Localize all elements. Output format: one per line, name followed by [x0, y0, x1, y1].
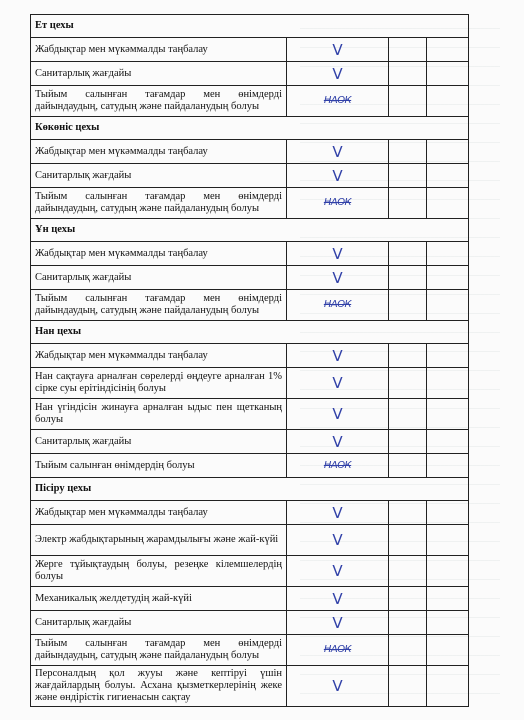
handwritten-check-mark: V [332, 166, 343, 185]
empty-cell [427, 556, 469, 587]
table-row [31, 666, 469, 707]
handwritten-check-mark: V [332, 346, 343, 365]
row-label: Нан сақтауға арналған сөрелерді өңдеуге арналған 1% сірке суы ерітіндісінің болуы [31, 368, 287, 399]
row-label: Санитарлық жағдайы [31, 164, 287, 188]
mark-cell [287, 86, 389, 117]
row-label: Электр жабдықтарының жарамдылығы және жай-күйі [31, 525, 287, 556]
row-label: Тыйым салынған тағамдар мен өнімдерді дайындаудың, сатудың және пайдаланудың болуы [31, 188, 287, 219]
empty-cell [427, 430, 469, 454]
mark-cell [287, 611, 389, 635]
row-label: Жабдықтар мен мүкәммалды таңбалау [31, 501, 287, 525]
empty-cell [389, 266, 427, 290]
mark-cell [287, 140, 389, 164]
empty-cell [389, 666, 427, 707]
row-label: Тыйым салынған тағамдар мен өнімдерді дайындаудың, сатудың және пайдаланудың болуы [31, 86, 287, 117]
row-label: Механикалық желдетудің жай-күйі [31, 587, 287, 611]
handwritten-check-mark: V [332, 374, 343, 392]
table-row [31, 164, 469, 188]
empty-cell [389, 454, 427, 478]
row-label: Санитарлық жағдайы [31, 62, 287, 86]
handwritten-note: НАОК [323, 459, 352, 471]
empty-cell [427, 266, 469, 290]
empty-cell [389, 344, 427, 368]
empty-cell [389, 188, 427, 219]
empty-cell [427, 188, 469, 219]
handwritten-check-mark: V [332, 503, 343, 522]
mark-cell [287, 242, 389, 266]
row-label: Жабдықтар мен мүкәммалды таңбалау [31, 140, 287, 164]
handwritten-check-mark: V [332, 64, 343, 83]
empty-cell [427, 242, 469, 266]
table-row [31, 344, 469, 368]
mark-cell [287, 501, 389, 525]
mark-cell [287, 587, 389, 611]
mark-cell [287, 556, 389, 587]
section-title: Ұн цехы [31, 219, 469, 242]
empty-cell [427, 368, 469, 399]
row-label: Санитарлық жағдайы [31, 611, 287, 635]
table-row [31, 525, 469, 556]
handwritten-check-mark: V [332, 589, 343, 608]
section-header [31, 219, 469, 242]
mark-cell [287, 399, 389, 430]
table-row [31, 611, 469, 635]
handwritten-note: НАОК [323, 197, 352, 208]
empty-cell [389, 140, 427, 164]
table-row [31, 290, 469, 321]
section-header [31, 478, 469, 501]
table-row [31, 242, 469, 266]
handwritten-check-mark: V [332, 531, 343, 549]
table-row [31, 587, 469, 611]
empty-cell [389, 86, 427, 117]
empty-cell [389, 62, 427, 86]
row-label: Персоналдың қол жууы және кептіруі үшін жағдайлардың болуы. Асхана қызметкерлерінің жеке және өндірістік гигиенасын сақтау [31, 666, 287, 707]
empty-cell [427, 140, 469, 164]
empty-cell [427, 399, 469, 430]
handwritten-check-mark: V [332, 562, 343, 580]
mark-cell [287, 635, 389, 666]
empty-cell [389, 611, 427, 635]
empty-cell [427, 290, 469, 321]
handwritten-check-mark: V [332, 40, 343, 59]
table-row [31, 635, 469, 666]
table-row [31, 86, 469, 117]
row-label: Жабдықтар мен мүкәммалды таңбалау [31, 242, 287, 266]
table-row [31, 430, 469, 454]
handwritten-check-mark: V [332, 432, 343, 451]
inspection-table [30, 14, 469, 707]
empty-cell [389, 587, 427, 611]
row-label: Жабдықтар мен мүкәммалды таңбалау [31, 38, 287, 62]
mark-cell [287, 164, 389, 188]
handwritten-check-mark: V [332, 677, 343, 695]
table-row [31, 454, 469, 478]
table-row [31, 188, 469, 219]
mark-cell [287, 454, 389, 478]
handwritten-note: НАОК [323, 95, 352, 106]
empty-cell [427, 62, 469, 86]
empty-cell [427, 164, 469, 188]
empty-cell [389, 635, 427, 666]
empty-cell [427, 635, 469, 666]
row-label: Жабдықтар мен мүкәммалды таңбалау [31, 344, 287, 368]
handwritten-check-mark: V [332, 268, 343, 287]
handwritten-note: НАОК [323, 644, 352, 655]
empty-cell [427, 344, 469, 368]
row-label: Нан үгіндісін жинауға арналған ыдыс пен щетканың болуы [31, 399, 287, 430]
row-label: Санитарлық жағдайы [31, 266, 287, 290]
empty-cell [427, 666, 469, 707]
empty-cell [389, 556, 427, 587]
mark-cell [287, 188, 389, 219]
section-header [31, 321, 469, 344]
table-row [31, 38, 469, 62]
table-row [31, 140, 469, 164]
section-header [31, 15, 469, 38]
handwritten-check-mark: V [332, 142, 343, 161]
empty-cell [389, 525, 427, 556]
section-title: Нан цехы [31, 321, 469, 344]
row-label: Тыйым салынған тағамдар мен өнімдерді дайындаудың, сатудың және пайдаланудың болуы [31, 635, 287, 666]
section-header [31, 117, 469, 140]
empty-cell [389, 38, 427, 62]
empty-cell [389, 368, 427, 399]
handwritten-check-mark: V [332, 405, 343, 423]
empty-cell [389, 164, 427, 188]
handwritten-check-mark: V [332, 244, 343, 263]
empty-cell [427, 611, 469, 635]
empty-cell [427, 38, 469, 62]
handwritten-check-mark: V [332, 613, 343, 632]
mark-cell [287, 368, 389, 399]
mark-cell [287, 62, 389, 86]
empty-cell [389, 242, 427, 266]
table-row [31, 556, 469, 587]
mark-cell [287, 290, 389, 321]
row-label: Тыйым салынған өнімдердің болуы [31, 454, 287, 478]
row-label: Санитарлық жағдайы [31, 430, 287, 454]
section-title: Пісіру цехы [31, 478, 469, 501]
empty-cell [389, 501, 427, 525]
mark-cell [287, 525, 389, 556]
empty-cell [427, 501, 469, 525]
mark-cell [287, 430, 389, 454]
row-label: Жерге тұйықтаудың болуы, резеңке кілемшелердің болуы [31, 556, 287, 587]
table-row [31, 399, 469, 430]
mark-cell [287, 666, 389, 707]
table-row [31, 266, 469, 290]
empty-cell [427, 454, 469, 478]
section-title: Ет цехы [31, 15, 469, 38]
table-row [31, 62, 469, 86]
handwritten-note: НАОК [323, 299, 352, 310]
empty-cell [427, 587, 469, 611]
empty-cell [427, 86, 469, 117]
row-label: Тыйым салынған тағамдар мен өнімдерді дайындаудың, сатудың және пайдаланудың болуы [31, 290, 287, 321]
empty-cell [427, 525, 469, 556]
empty-cell [389, 399, 427, 430]
table-row [31, 368, 469, 399]
mark-cell [287, 38, 389, 62]
mark-cell [287, 344, 389, 368]
table-row [31, 501, 469, 525]
mark-cell [287, 266, 389, 290]
empty-cell [389, 430, 427, 454]
empty-cell [389, 290, 427, 321]
section-title: Көкөніс цехы [31, 117, 469, 140]
